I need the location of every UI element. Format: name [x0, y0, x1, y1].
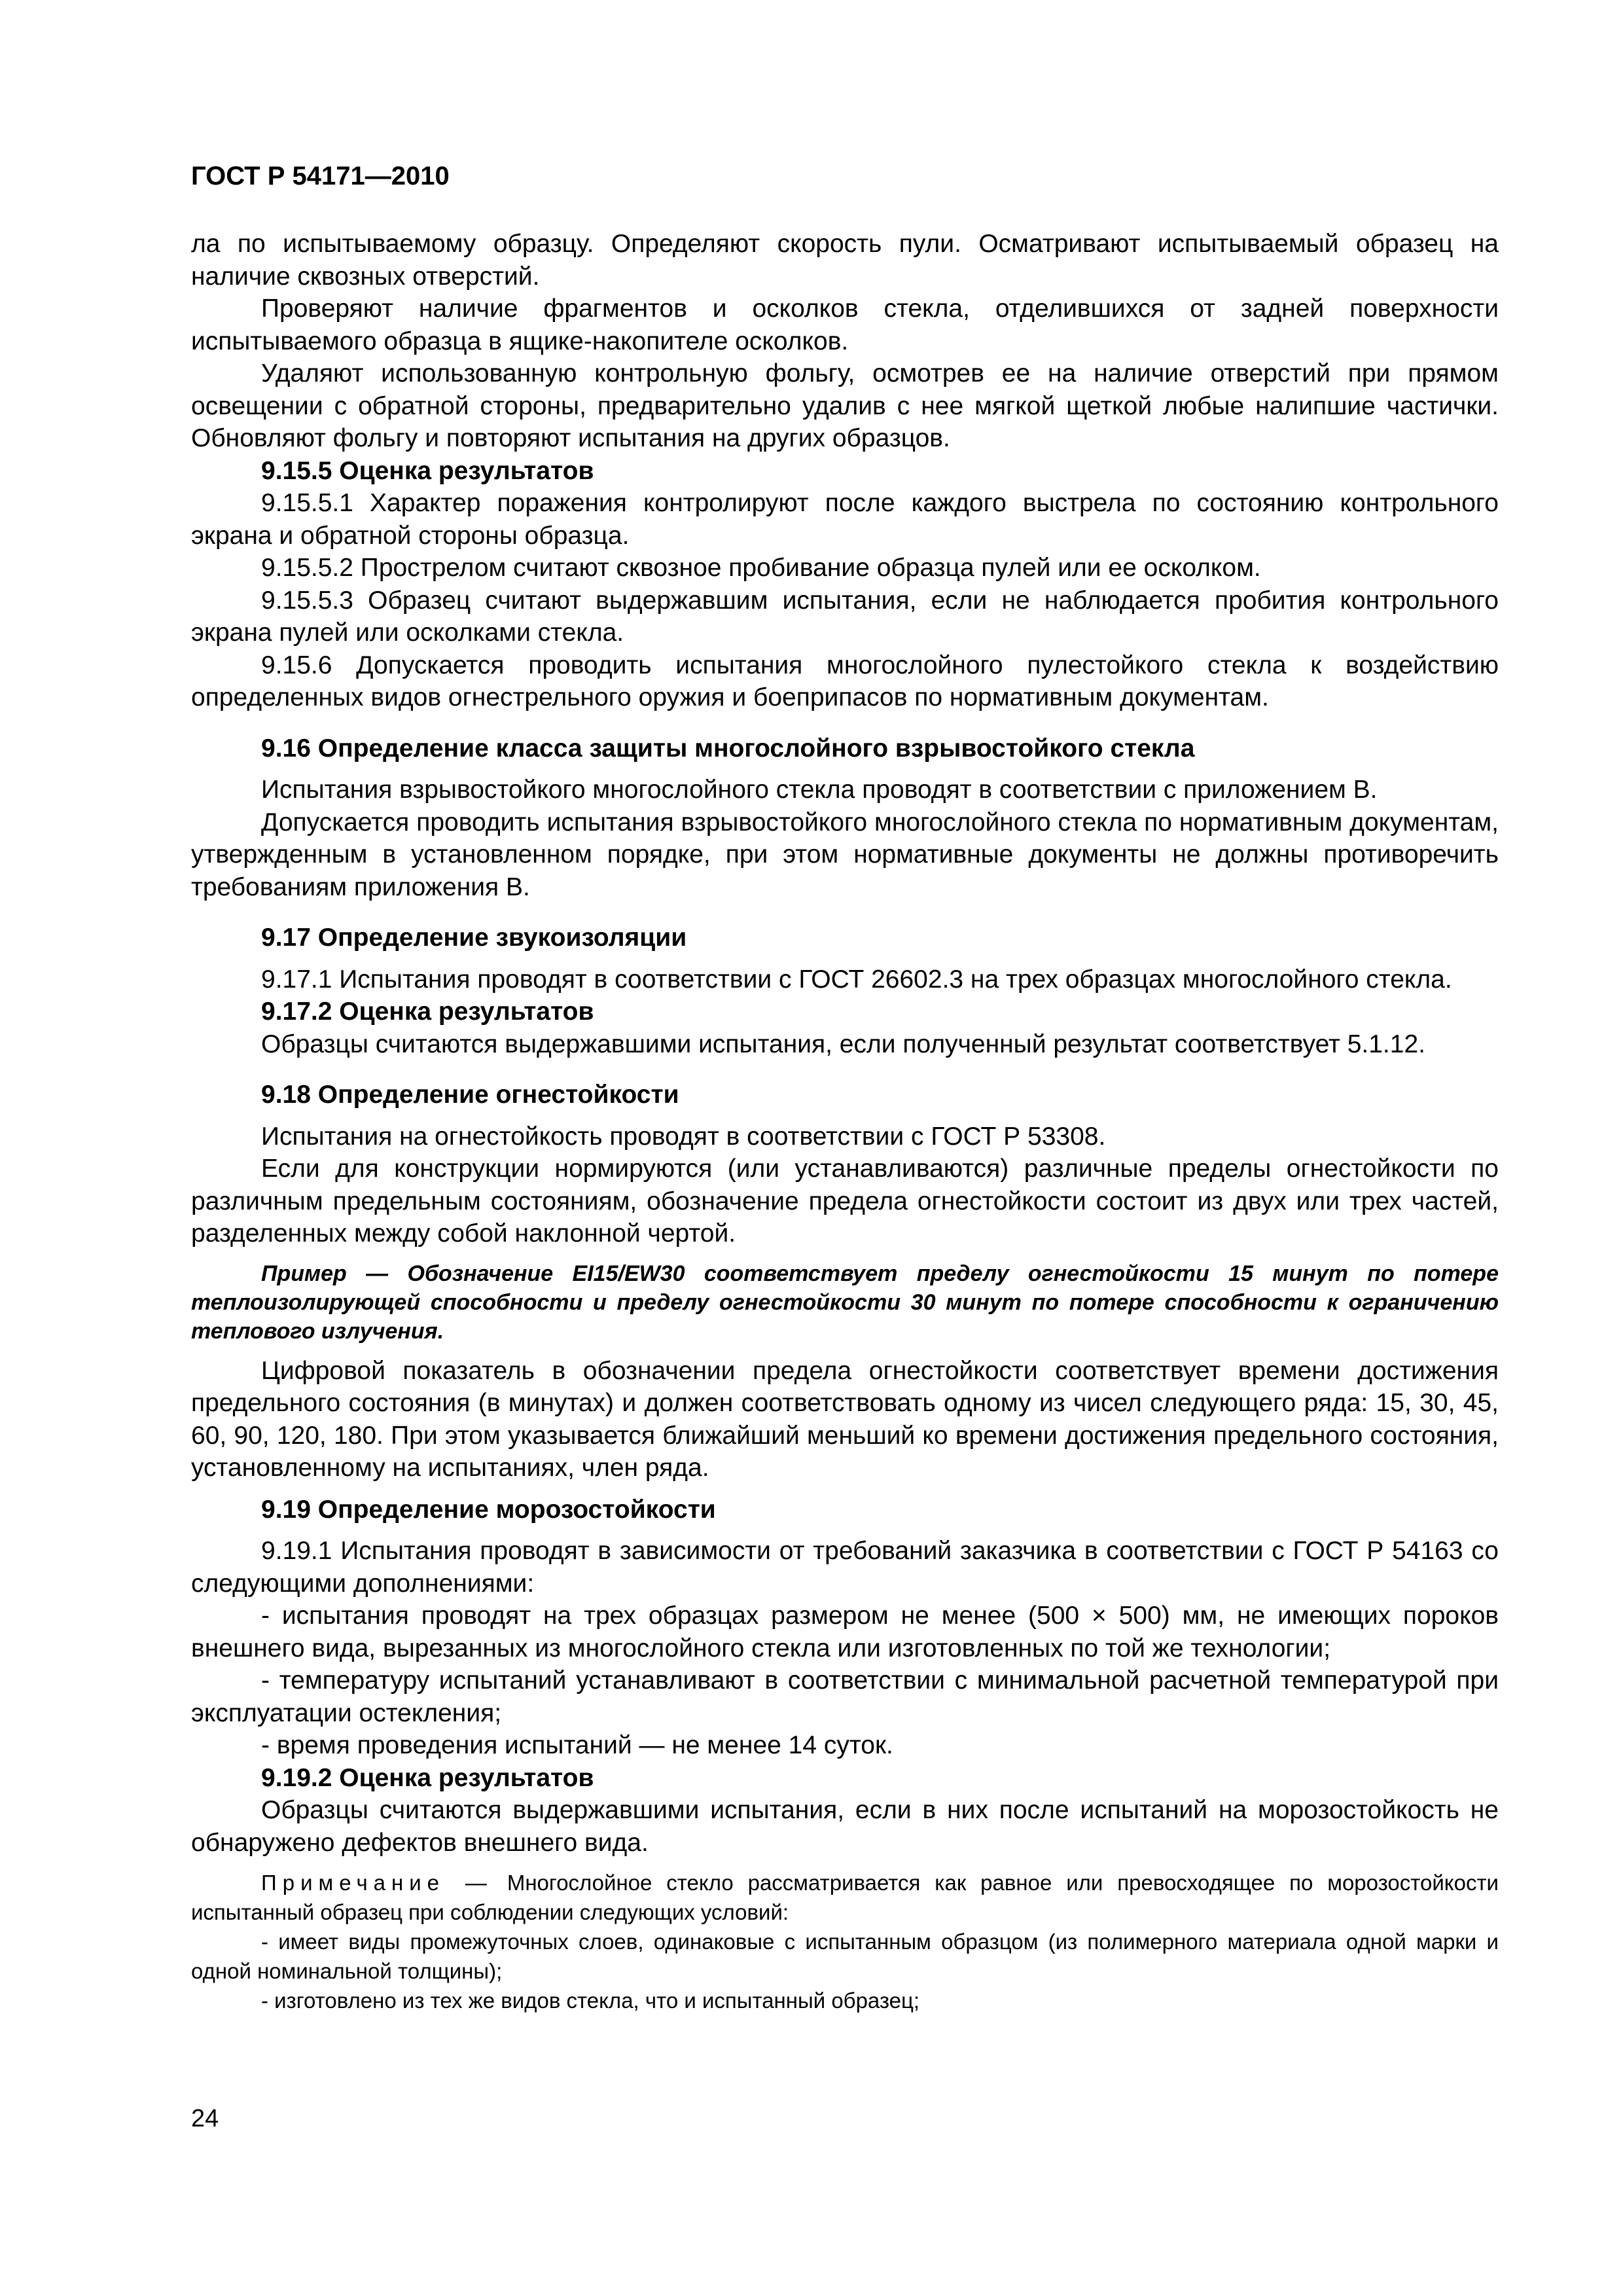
section-heading: 9.18 Определение огнестойкости [261, 1081, 679, 1109]
paragraph: Испытания взрывостойкого многослойного стекла проводят в соответствии с приложением В. [261, 776, 1378, 804]
list-item: - время проведения испытаний — не менее 14 суток. [261, 1731, 893, 1759]
paragraph: Испытания на огнестойкость проводят в соответствии с ГОСТ Р 53308. [261, 1122, 1106, 1151]
paragraph: Допускается проводить испытания взрывостойкого многослойного стекла по нормативным документам, утвержденным в установленном порядке, при этом нормативные документы не должны противоречить требованиям приложения В. [191, 808, 1499, 901]
section-heading: 9.19 Определение морозостойкости [261, 1495, 716, 1524]
example-paragraph: Пример — Обозначение EI15/EW30 соответствует пределу огнестойкости 15 минут по потере теплоизолирующей способности и пределу огнестойкости 30 минут по потере способности к ограничению теплового излучения. [191, 1261, 1499, 1344]
paragraph: Образцы считаются выдержавшими испытания, если в них после испытаний на морозостойкость не обнаружено дефектов внешнего вида. [191, 1796, 1499, 1857]
note-list-item: - имеет виды промежуточных слоев, одинаковые с испытанным образцом (из полимерного материала одной марки и одной номинальной толщины); [191, 1929, 1499, 1983]
paragraph: Удаляют использованную контрольную фольгу, осмотрев ее на наличие отверстий при прямом освещении с обратной стороны, предварительно удалив с нее мягкой щеткой любые налипшие частички. Обновляют фольгу и повторяют испытания на других образцов. [191, 359, 1499, 452]
note-text: Многослойное стекло рассматривается как равное или превосходящее по морозостойкости испытанный образец при соблюдении следующих условий: [191, 1871, 1499, 1924]
document-body [191, 228, 1499, 2015]
paragraph: 9.15.6 Допускается проводить испытания многослойного пулестойкого стекла к воздействию определенных видов огнестрельного оружия и боеприпасов по нормативным документам. [191, 651, 1499, 711]
list-item: - испытания проводят на трех образцах размером не менее (500 × 500) мм, не имеющих пороков внешнего вида, вырезанных из многослойного стекла или изготовленных по той же технологии; [191, 1602, 1499, 1662]
note-paragraph [191, 1868, 1499, 1927]
paragraph: Цифровой показатель в обозначении предела огнестойкости соответствует времени достижения предельного состояния (в минутах) и должен соответствовать одному из чисел следующего ряда: 15, 30, 45, 60, 90, 120, 180. При этом указывается ближайший меньший ко времени достижения предельного состояния, установленному на испытаниях, член ряда. [191, 1356, 1499, 1482]
paragraph: Проверяют наличие фрагментов и осколков стекла, отделившихся от задней поверхности испытываемого образца в ящике-накопителе осколков. [191, 295, 1499, 355]
page-number: 24 [191, 2105, 219, 2132]
paragraph: 9.15.5.2 Прострелом считают сквозное пробивание образца пулей или ее осколком. [261, 554, 1261, 582]
section-heading: 9.16 Определение класса защиты многослойного взрывостойкого стекла [261, 734, 1195, 762]
paragraph: Образцы считаются выдержавшими испытания, если полученный результат соответствует 5.1.12. [261, 1030, 1425, 1058]
paragraph: 9.15.5.1 Характер поражения контролируют после каждого выстрела по состоянию контрольного экрана и обратной стороны образца. [191, 489, 1499, 550]
paragraph: 9.15.5.3 Образец считают выдержавшим испытания, если не наблюдается пробития контрольного экрана пулей или осколками стекла. [191, 586, 1499, 647]
paragraph: Если для конструкции нормируются (или устанавливаются) различные пределы огнестойкости по различным предельным состояниям, обозначение предела огнестойкости состоит из двух или трех частей, разделенных между собой наклонной чертой. [191, 1155, 1499, 1247]
subsection-heading: 9.19.2 Оценка результатов [261, 1763, 594, 1792]
section-heading: 9.17 Определение звукоизоляции [261, 924, 687, 952]
paragraph: 9.19.1 Испытания проводят в зависимости от требований заказчика в соответствии с ГОСТ Р 54163 со следующими дополнениями: [191, 1537, 1499, 1598]
subsection-heading: 9.17.2 Оценка результатов [261, 997, 594, 1026]
list-item: - температуру испытаний устанавливают в соответствии с минимальной расчетной температурой при эксплуатации остекления; [191, 1666, 1499, 1727]
paragraph: ла по испытываемому образцу. Определяют скорость пули. Осматривают испытываемый образец на наличие сквозных отверстий. [191, 230, 1499, 291]
note-label: Примечание — [261, 1871, 493, 1895]
subsection-heading: 9.15.5 Оценка результатов [261, 456, 594, 485]
paragraph: 9.17.1 Испытания проводят в соответствии с ГОСТ 26602.3 на трех образцах многослойного стекла. [261, 965, 1452, 994]
note-list-item: - изготовлено из тех же видов стекла, что и испытанный образец; [261, 1988, 920, 2013]
document-header: ГОСТ Р 54171—2010 [191, 162, 450, 190]
